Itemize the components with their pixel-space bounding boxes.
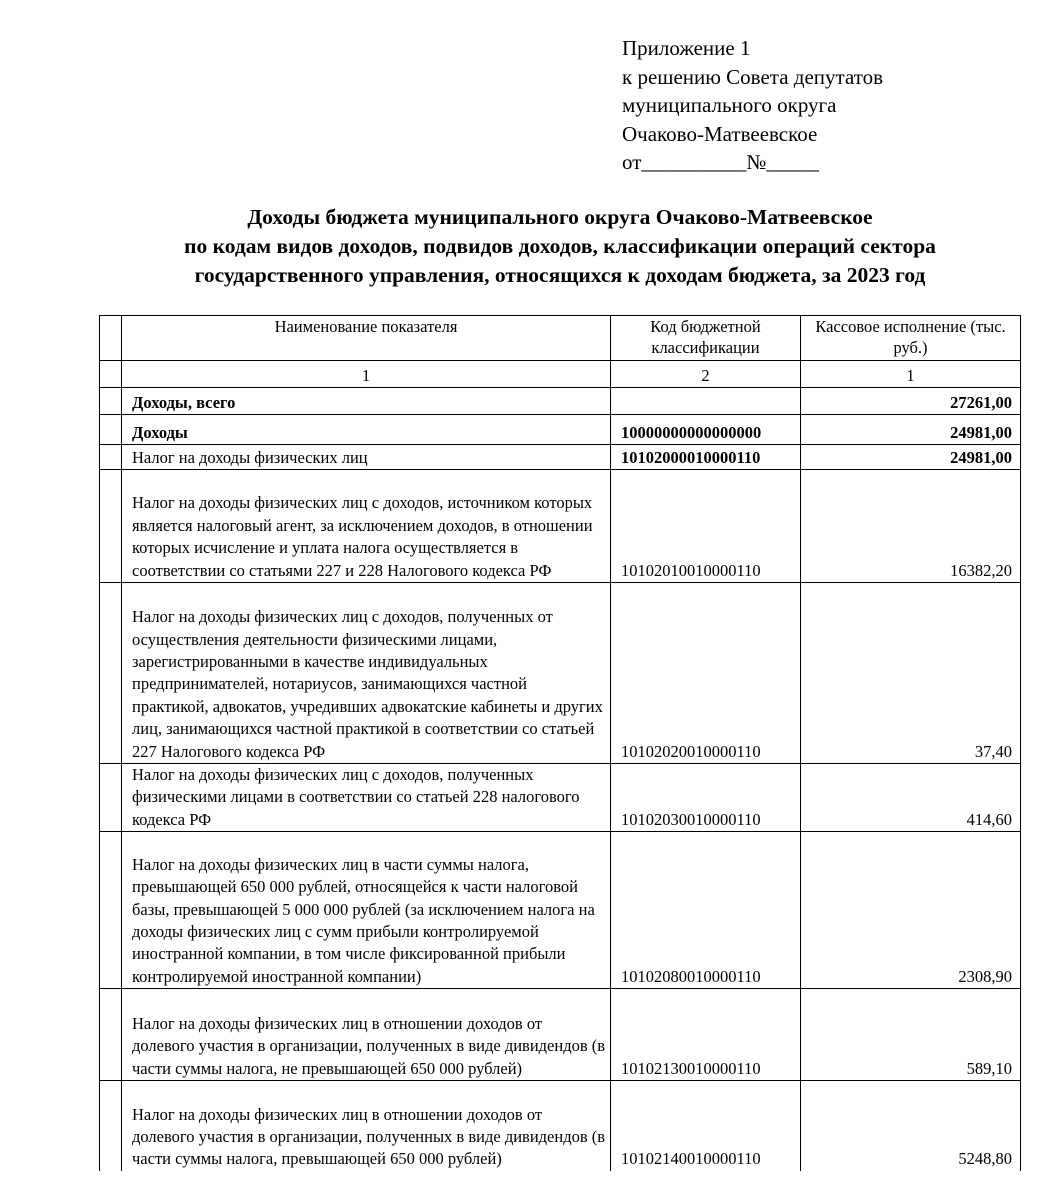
row-name: Налог на доходы физических лиц с доходов, источником которых является налоговый агент, за исключением доходов, в отношении которых исчисление и уплата налога осуществляется в соответствии со статьями 227 и 228 Налогового кодекса РФ — [122, 470, 611, 583]
table-row — [100, 445, 1021, 470]
row-name: Налог на доходы физических лиц в части суммы налога, превышающей 650 000 рублей, относящейся к части налоговой базы, превышающей 5 000 000 рублей (за исключением налога на доходы физических лиц с сумм прибыли контролируемой иностранной компании, в том числе фиксированной прибыли контролируемой иностранной компании) — [122, 832, 611, 989]
row-marker-cell — [100, 832, 122, 989]
column-number: 2 — [611, 361, 801, 388]
column-number-row — [100, 361, 1021, 388]
row-code: 10102000010000110 — [611, 445, 801, 470]
row-marker-cell — [100, 388, 122, 415]
row-marker-cell — [100, 764, 122, 832]
row-amount: 24981,00 — [801, 445, 1021, 470]
column-number: 1 — [122, 361, 611, 388]
table-row — [100, 989, 1021, 1081]
header-code: Код бюджетной классификации — [611, 316, 801, 361]
row-code: 10102020010000110 — [611, 583, 801, 764]
row-name: Налог на доходы физических лиц в отношении доходов от долевого участия в организации, полученных в виде дивидендов (в части суммы налога, превышающей 650 000 рублей) — [122, 1081, 611, 1171]
document-title — [60, 203, 1045, 290]
row-marker-cell — [100, 470, 122, 583]
budget-table — [99, 315, 1021, 1171]
table-row — [100, 1081, 1021, 1171]
row-amount: 16382,20 — [801, 470, 1021, 583]
title-line: по кодам видов доходов, подвидов доходов, классификации операций сектора — [184, 234, 936, 258]
table-row — [100, 415, 1021, 445]
row-amount: 24981,00 — [801, 415, 1021, 445]
row-code: 10000000000000000 — [611, 415, 801, 445]
row-name: Доходы, всего — [122, 388, 611, 415]
row-amount: 589,10 — [801, 989, 1021, 1081]
title-line: государственного управления, относящихся к доходам бюджета, за 2023 год — [194, 263, 926, 287]
row-amount: 2308,90 — [801, 832, 1021, 989]
row-name: Налог на доходы физических лиц с доходов, полученных от осуществления деятельности физическими лицами, зарегистрированными в качестве индивидуальных предпринимателей, нотариусов, занимающихся частной практикой, адвокатов, учредивших адвокатские кабинеты и других лиц, занимающихся частной практикой в соответствии со статьей 227 Налогового кодекса РФ — [122, 583, 611, 764]
row-marker-cell — [100, 361, 122, 388]
row-amount: 27261,00 — [801, 388, 1021, 415]
row-name: Налог на доходы физических лиц — [122, 445, 611, 470]
table-row — [100, 470, 1021, 583]
appendix-line: Приложение 1 — [622, 36, 751, 60]
row-marker-cell — [100, 415, 122, 445]
row-code: 10102030010000110 — [611, 764, 801, 832]
appendix-line: к решению Совета депутатов — [622, 64, 884, 89]
row-code: 10102140010000110 — [611, 1081, 801, 1171]
header-name: Наименование показателя — [122, 316, 611, 361]
column-number: 1 — [801, 361, 1021, 388]
row-marker-cell — [100, 1081, 122, 1171]
header-amount: Кассовое исполнение (тыс. руб.) — [801, 316, 1021, 361]
appendix-line: Очаково-Матвеевское — [622, 121, 818, 146]
row-marker-cell — [100, 989, 122, 1081]
row-amount: 37,40 — [801, 583, 1021, 764]
title-line: Доходы бюджета муниципального округа Очаково-Матвеевское — [247, 205, 873, 229]
row-marker-cell — [100, 316, 122, 361]
table-header-row — [100, 316, 1021, 361]
row-name: Налог на доходы физических лиц с доходов, полученных физическими лицами в соответствии со статьей 228 налогового кодекса РФ — [122, 764, 611, 832]
appendix-line: от__________№_____ — [622, 150, 819, 174]
row-marker-cell — [100, 445, 122, 470]
row-marker-cell — [100, 583, 122, 764]
row-name: Налог на доходы физических лиц в отношении доходов от долевого участия в организации, полученных в виде дивидендов (в части суммы налога, не превышающей 650 000 рублей) — [122, 989, 611, 1081]
row-name: Доходы — [122, 415, 611, 445]
row-code: 10102010010000110 — [611, 470, 801, 583]
table-row — [100, 583, 1021, 764]
row-code: 10102130010000110 — [611, 989, 801, 1081]
table-row — [100, 764, 1021, 832]
table-row — [100, 388, 1021, 415]
row-amount: 5248,80 — [801, 1081, 1021, 1171]
appendix-line: муниципального округа — [622, 93, 837, 117]
row-code — [611, 388, 801, 415]
row-code: 10102080010000110 — [611, 832, 801, 989]
table-row — [100, 832, 1021, 989]
appendix-block — [622, 34, 883, 177]
row-amount: 414,60 — [801, 764, 1021, 832]
